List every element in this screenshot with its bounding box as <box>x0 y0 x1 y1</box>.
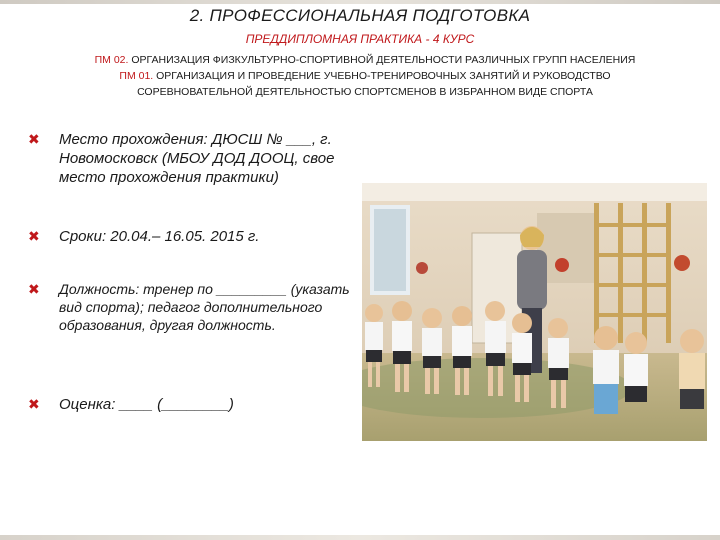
position-text <box>59 280 358 334</box>
grade-value: : ____ (________) <box>111 396 234 413</box>
dates-label: Сроки <box>59 228 102 245</box>
location-value: : ДЮСШ № ___, г. Новомосковск (МБОУ ДОД ДООЦ, свое место прохождения практики) <box>59 131 335 186</box>
program-line <box>30 68 700 84</box>
bullet-x-icon: ✖ <box>28 396 40 412</box>
gym-photo-illustration <box>362 183 707 441</box>
position-label: Должность <box>59 281 136 297</box>
program-text: ОРГАНИЗАЦИЯ ФИЗКУЛЬТУРНО-СПОРТИВНОЙ ДЕЯТЕЛЬНОСТИ РАЗЛИЧНЫХ ГРУПП НАСЕЛЕНИЯ <box>128 54 636 66</box>
bottom-border <box>0 535 720 540</box>
bullet-x-icon: ✖ <box>28 281 40 297</box>
position-value: : тренер по _________ (указать вид спорта); педагог дополнительного образования, другая должность. <box>59 281 350 333</box>
location-label: Место прохождения <box>59 131 204 148</box>
program-code: ПМ 02. <box>94 54 129 66</box>
list-item-location <box>28 130 358 187</box>
program-text: ОРГАНИЗАЦИЯ И ПРОВЕДЕНИЕ УЧЕБНО-ТРЕНИРОВОЧНЫХ ЗАНЯТИЙ И РУКОВОДСТВО <box>153 70 611 82</box>
program-text: СОРЕВНОВАТЕЛЬНОЙ ДЕЯТЕЛЬНОСТЬЮ СПОРТСМЕНОВ В ИЗБРАННОМ ВИДЕ СПОРТА <box>137 86 593 98</box>
location-text <box>59 130 358 187</box>
list-item-position <box>28 280 358 334</box>
page-title: 2. ПРОФЕССИОНАЛЬНАЯ ПОДГОТОВКА <box>189 6 531 25</box>
grade-text <box>59 395 358 414</box>
page-subtitle: ПРЕДДИПЛОМНАЯ ПРАКТИКА - 4 КУРС <box>245 32 475 46</box>
gym-group-photo <box>362 183 707 441</box>
program-code: ПМ 01. <box>119 70 154 82</box>
dates-text <box>59 227 358 246</box>
program-list <box>30 52 700 100</box>
list-item-dates <box>28 227 358 246</box>
program-line <box>30 52 700 68</box>
list-item-grade <box>28 395 358 414</box>
dates-value: : 20.04.– 16.05. 2015 г. <box>101 228 260 245</box>
grade-label: Оценка <box>59 396 112 413</box>
bullet-x-icon: ✖ <box>28 131 40 147</box>
program-line <box>30 84 700 100</box>
bullet-x-icon: ✖ <box>28 228 40 244</box>
top-border <box>0 0 720 4</box>
